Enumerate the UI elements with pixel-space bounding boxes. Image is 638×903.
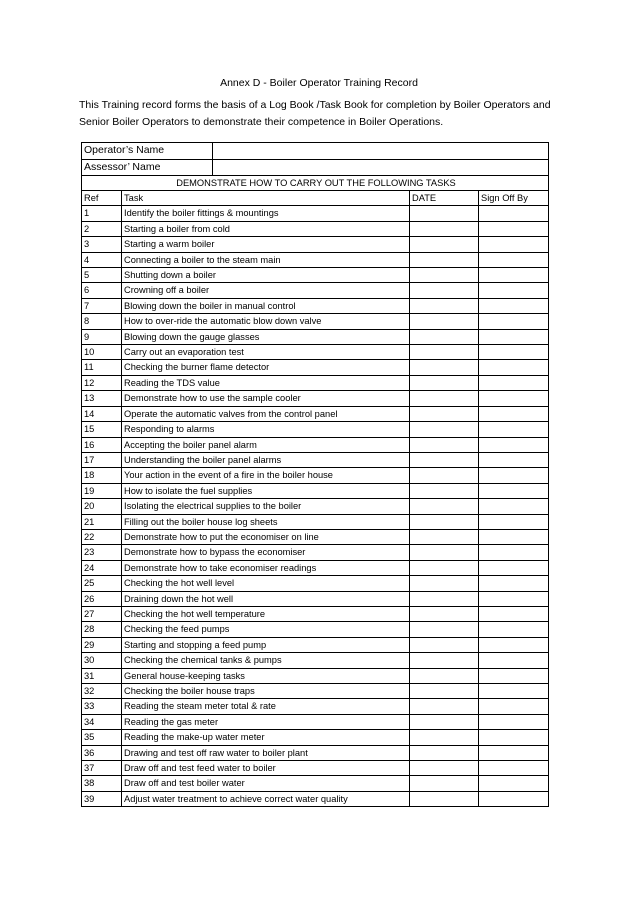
task-description-cell: Reading the make-up water meter	[122, 730, 410, 745]
task-date-cell[interactable]	[410, 545, 479, 560]
task-date-cell[interactable]	[410, 622, 479, 637]
task-sign-off-cell[interactable]	[479, 637, 549, 652]
task-row	[82, 468, 549, 483]
task-date-cell[interactable]	[410, 560, 479, 575]
task-ref-cell: 6	[82, 283, 122, 298]
task-sign-off-cell[interactable]	[479, 283, 549, 298]
task-description-cell: Adjust water treatment to achieve correct water quality	[122, 791, 410, 806]
task-sign-off-cell[interactable]	[479, 314, 549, 329]
task-ref-cell: 13	[82, 391, 122, 406]
task-description-cell: Drawing and test off raw water to boiler plant	[122, 745, 410, 760]
task-ref-cell: 1	[82, 206, 122, 221]
task-date-cell[interactable]	[410, 391, 479, 406]
intro-line: Senior Boiler Operators to demonstrate their competence in Boiler Operations.	[79, 116, 444, 128]
task-ref-cell: 30	[82, 653, 122, 668]
task-ref-cell: 10	[82, 345, 122, 360]
task-description-cell: Checking the hot well level	[122, 576, 410, 591]
task-ref-cell: 28	[82, 622, 122, 637]
task-ref-cell: 33	[82, 699, 122, 714]
task-sign-off-cell[interactable]	[479, 791, 549, 806]
task-row	[82, 314, 549, 329]
task-sign-off-cell[interactable]	[479, 452, 549, 467]
column-header-task: Task	[122, 191, 410, 206]
task-ref-cell: 34	[82, 714, 122, 729]
task-row	[82, 268, 549, 283]
task-date-cell[interactable]	[410, 468, 479, 483]
task-sign-off-cell[interactable]	[479, 699, 549, 714]
task-description-cell: Blowing down the gauge glasses	[122, 329, 410, 344]
training-record-table	[81, 142, 549, 807]
task-date-cell[interactable]	[410, 529, 479, 544]
task-date-cell[interactable]	[410, 668, 479, 683]
task-sign-off-cell[interactable]	[479, 730, 549, 745]
task-sign-off-cell[interactable]	[479, 606, 549, 621]
task-ref-cell: 24	[82, 560, 122, 575]
task-ref-cell: 12	[82, 375, 122, 390]
task-date-cell[interactable]	[410, 452, 479, 467]
task-description-cell: Understanding the boiler panel alarms	[122, 452, 410, 467]
task-description-cell: Filling out the boiler house log sheets	[122, 514, 410, 529]
task-sign-off-cell[interactable]	[479, 776, 549, 791]
task-ref-cell: 5	[82, 268, 122, 283]
task-sign-off-cell[interactable]	[479, 237, 549, 252]
task-sign-off-cell[interactable]	[479, 221, 549, 236]
task-date-cell[interactable]	[410, 360, 479, 375]
column-header-row	[82, 191, 549, 206]
task-ref-cell: 39	[82, 791, 122, 806]
task-date-cell[interactable]	[410, 268, 479, 283]
task-sign-off-cell[interactable]	[479, 437, 549, 452]
task-row	[82, 791, 549, 806]
task-sign-off-cell[interactable]	[479, 483, 549, 498]
task-description-cell: Responding to alarms	[122, 422, 410, 437]
task-row	[82, 252, 549, 267]
task-row	[82, 360, 549, 375]
task-row	[82, 422, 549, 437]
task-date-cell[interactable]	[410, 684, 479, 699]
task-date-cell[interactable]	[410, 606, 479, 621]
task-date-cell[interactable]	[410, 499, 479, 514]
task-row	[82, 298, 549, 313]
task-row	[82, 237, 549, 252]
task-description-cell: Demonstrate how to use the sample cooler	[122, 391, 410, 406]
task-row	[82, 606, 549, 621]
task-date-cell[interactable]	[410, 714, 479, 729]
task-sign-off-cell[interactable]	[479, 391, 549, 406]
assessor-row	[82, 159, 549, 176]
task-sign-off-cell[interactable]	[479, 345, 549, 360]
task-ref-cell: 4	[82, 252, 122, 267]
task-description-cell: Reading the gas meter	[122, 714, 410, 729]
task-row	[82, 391, 549, 406]
task-ref-cell: 31	[82, 668, 122, 683]
task-sign-off-cell[interactable]	[479, 668, 549, 683]
task-row	[82, 637, 549, 652]
task-sign-off-cell[interactable]	[479, 514, 549, 529]
task-description-cell: How to over-ride the automatic blow down valve	[122, 314, 410, 329]
task-row	[82, 406, 549, 421]
task-sign-off-cell[interactable]	[479, 576, 549, 591]
task-ref-cell: 36	[82, 745, 122, 760]
task-description-cell: General house-keeping tasks	[122, 668, 410, 683]
task-row	[82, 576, 549, 591]
task-sign-off-cell[interactable]	[479, 591, 549, 606]
task-sign-off-cell[interactable]	[479, 653, 549, 668]
task-sign-off-cell[interactable]	[479, 422, 549, 437]
task-date-cell[interactable]	[410, 761, 479, 776]
task-ref-cell: 20	[82, 499, 122, 514]
task-description-cell: Reading the TDS value	[122, 375, 410, 390]
column-header-sign-off: Sign Off By	[479, 191, 549, 206]
task-row	[82, 499, 549, 514]
task-date-cell[interactable]	[410, 237, 479, 252]
task-date-cell[interactable]	[410, 637, 479, 652]
column-header-date: DATE	[410, 191, 479, 206]
task-description-cell: Accepting the boiler panel alarm	[122, 437, 410, 452]
task-date-cell[interactable]	[410, 576, 479, 591]
task-date-cell[interactable]	[410, 437, 479, 452]
task-row	[82, 375, 549, 390]
column-header-ref: Ref	[82, 191, 122, 206]
task-date-cell[interactable]	[410, 653, 479, 668]
task-ref-cell: 18	[82, 468, 122, 483]
section-banner-row	[82, 176, 549, 191]
task-ref-cell: 35	[82, 730, 122, 745]
task-description-cell: Your action in the event of a fire in the boiler house	[122, 468, 410, 483]
task-row	[82, 529, 549, 544]
operator-name-field[interactable]	[213, 143, 549, 160]
task-description-cell: Starting a warm boiler	[122, 237, 410, 252]
task-date-cell[interactable]	[410, 298, 479, 313]
task-row	[82, 437, 549, 452]
task-date-cell[interactable]	[410, 514, 479, 529]
task-description-cell: Demonstrate how to take economiser readings	[122, 560, 410, 575]
task-ref-cell: 16	[82, 437, 122, 452]
task-date-cell[interactable]	[410, 483, 479, 498]
task-date-cell[interactable]	[410, 776, 479, 791]
task-row	[82, 668, 549, 683]
task-row	[82, 684, 549, 699]
task-description-cell: How to isolate the fuel supplies	[122, 483, 410, 498]
task-ref-cell: 26	[82, 591, 122, 606]
task-description-cell: Demonstrate how to put the economiser on line	[122, 529, 410, 544]
task-row	[82, 761, 549, 776]
task-sign-off-cell[interactable]	[479, 360, 549, 375]
task-date-cell[interactable]	[410, 329, 479, 344]
task-description-cell: Starting a boiler from cold	[122, 221, 410, 236]
task-ref-cell: 38	[82, 776, 122, 791]
task-row	[82, 221, 549, 236]
task-description-cell: Demonstrate how to bypass the economiser	[122, 545, 410, 560]
task-row	[82, 776, 549, 791]
task-ref-cell: 7	[82, 298, 122, 313]
task-ref-cell: 23	[82, 545, 122, 560]
intro-paragraph	[79, 97, 569, 131]
task-ref-cell: 21	[82, 514, 122, 529]
task-description-cell: Isolating the electrical supplies to the boiler	[122, 499, 410, 514]
task-row	[82, 283, 549, 298]
page-title: Annex D - Boiler Operator Training Record	[220, 77, 418, 89]
task-row	[82, 206, 549, 221]
task-sign-off-cell[interactable]	[479, 268, 549, 283]
task-sign-off-cell[interactable]	[479, 761, 549, 776]
task-date-cell[interactable]	[410, 252, 479, 267]
task-ref-cell: 29	[82, 637, 122, 652]
task-description-cell: Identify the boiler fittings & mountings	[122, 206, 410, 221]
task-description-cell: Checking the burner flame detector	[122, 360, 410, 375]
intro-line: This Training record forms the basis of a Log Book /Task Book for completion by Boiler Operators and	[79, 99, 551, 111]
task-description-cell: Blowing down the boiler in manual control	[122, 298, 410, 313]
task-date-cell[interactable]	[410, 730, 479, 745]
task-row	[82, 653, 549, 668]
task-row	[82, 452, 549, 467]
task-ref-cell: 3	[82, 237, 122, 252]
task-ref-cell: 15	[82, 422, 122, 437]
task-description-cell: Shutting down a boiler	[122, 268, 410, 283]
task-description-cell: Operate the automatic valves from the control panel	[122, 406, 410, 421]
operator-row	[82, 143, 549, 160]
task-date-cell[interactable]	[410, 314, 479, 329]
task-date-cell[interactable]	[410, 283, 479, 298]
task-ref-cell: 32	[82, 684, 122, 699]
task-description-cell: Crowning off a boiler	[122, 283, 410, 298]
task-row	[82, 714, 549, 729]
task-ref-cell: 17	[82, 452, 122, 467]
task-sign-off-cell[interactable]	[479, 468, 549, 483]
assessor-name-label: Assessor’ Name	[82, 159, 213, 176]
section-banner: DEMONSTRATE HOW TO CARRY OUT THE FOLLOWING TASKS	[82, 176, 549, 191]
task-description-cell: Draining down the hot well	[122, 591, 410, 606]
task-ref-cell: 27	[82, 606, 122, 621]
task-date-cell[interactable]	[410, 221, 479, 236]
task-description-cell: Starting and stopping a feed pump	[122, 637, 410, 652]
task-description-cell: Checking the boiler house traps	[122, 684, 410, 699]
task-ref-cell: 2	[82, 221, 122, 236]
task-date-cell[interactable]	[410, 206, 479, 221]
task-row	[82, 745, 549, 760]
task-date-cell[interactable]	[410, 591, 479, 606]
task-sign-off-cell[interactable]	[479, 529, 549, 544]
task-sign-off-cell[interactable]	[479, 545, 549, 560]
task-sign-off-cell[interactable]	[479, 714, 549, 729]
operator-name-label: Operator’s Name	[82, 143, 213, 160]
task-row	[82, 329, 549, 344]
task-sign-off-cell[interactable]	[479, 499, 549, 514]
task-row	[82, 345, 549, 360]
task-row	[82, 622, 549, 637]
task-sign-off-cell[interactable]	[479, 745, 549, 760]
task-date-cell[interactable]	[410, 791, 479, 806]
task-row	[82, 591, 549, 606]
task-description-cell: Reading the steam meter total & rate	[122, 699, 410, 714]
task-description-cell: Draw off and test feed water to boiler	[122, 761, 410, 776]
task-sign-off-cell[interactable]	[479, 329, 549, 344]
task-date-cell[interactable]	[410, 422, 479, 437]
task-sign-off-cell[interactable]	[479, 375, 549, 390]
task-description-cell: Checking the feed pumps	[122, 622, 410, 637]
task-description-cell: Draw off and test boiler water	[122, 776, 410, 791]
task-description-cell: Checking the hot well temperature	[122, 606, 410, 621]
task-row	[82, 514, 549, 529]
task-sign-off-cell[interactable]	[479, 560, 549, 575]
task-ref-cell: 11	[82, 360, 122, 375]
task-sign-off-cell[interactable]	[479, 206, 549, 221]
task-ref-cell: 8	[82, 314, 122, 329]
task-row	[82, 483, 549, 498]
task-ref-cell: 25	[82, 576, 122, 591]
task-row	[82, 545, 549, 560]
task-ref-cell: 22	[82, 529, 122, 544]
task-ref-cell: 19	[82, 483, 122, 498]
task-ref-cell: 14	[82, 406, 122, 421]
task-sign-off-cell[interactable]	[479, 622, 549, 637]
task-ref-cell: 37	[82, 761, 122, 776]
task-sign-off-cell[interactable]	[479, 298, 549, 313]
task-sign-off-cell[interactable]	[479, 252, 549, 267]
task-date-cell[interactable]	[410, 699, 479, 714]
task-description-cell: Connecting a boiler to the steam main	[122, 252, 410, 267]
assessor-name-field[interactable]	[213, 159, 549, 176]
task-sign-off-cell[interactable]	[479, 684, 549, 699]
task-date-cell[interactable]	[410, 745, 479, 760]
task-date-cell[interactable]	[410, 375, 479, 390]
task-description-cell: Carry out an evaporation test	[122, 345, 410, 360]
task-date-cell[interactable]	[410, 345, 479, 360]
task-row	[82, 699, 549, 714]
task-description-cell: Checking the chemical tanks & pumps	[122, 653, 410, 668]
task-date-cell[interactable]	[410, 406, 479, 421]
task-row	[82, 730, 549, 745]
task-ref-cell: 9	[82, 329, 122, 344]
task-row	[82, 560, 549, 575]
task-sign-off-cell[interactable]	[479, 406, 549, 421]
